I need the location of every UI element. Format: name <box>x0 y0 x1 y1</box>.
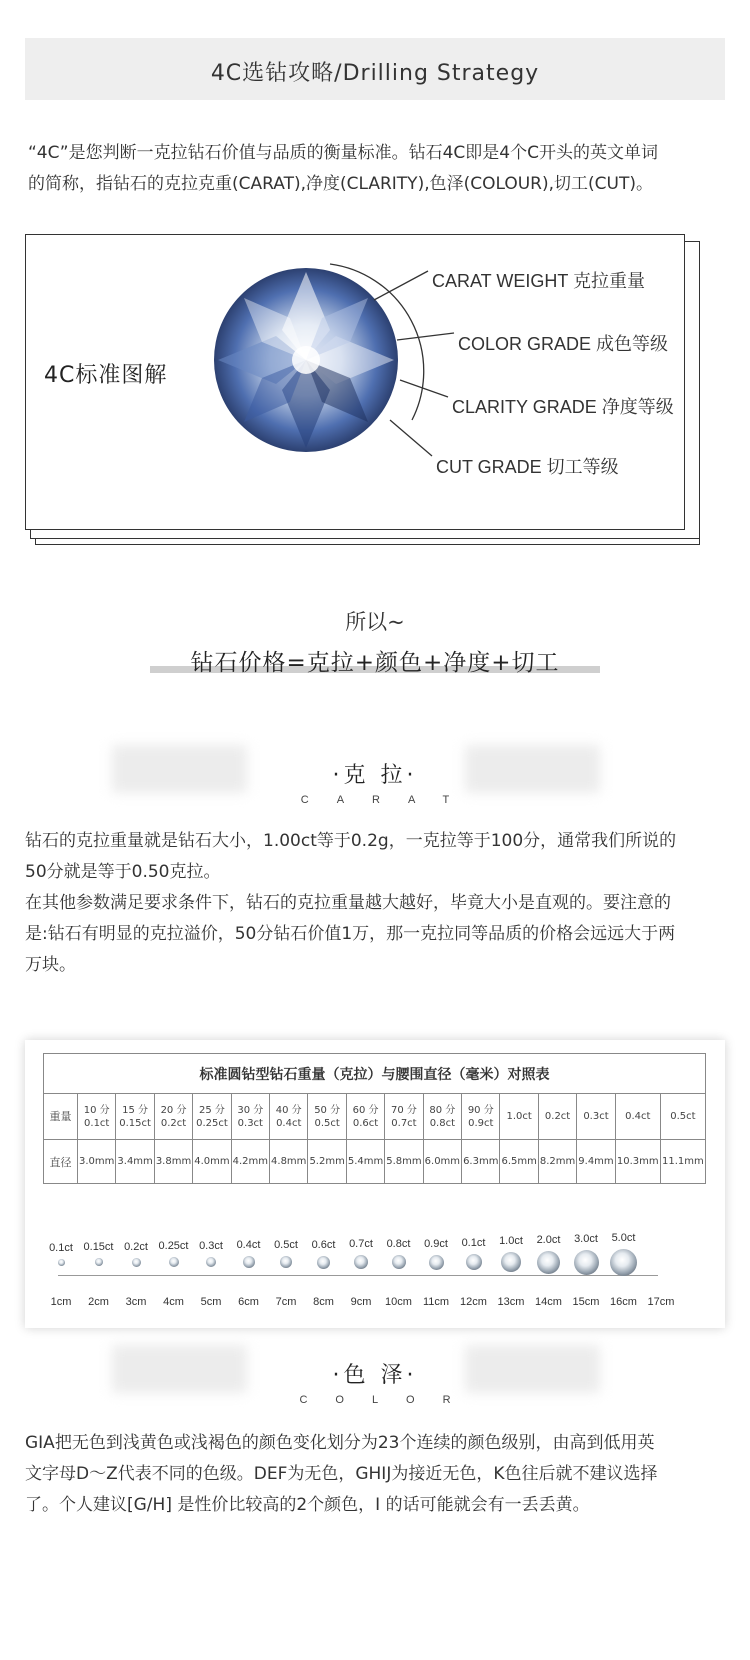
stone-icon <box>317 1256 330 1269</box>
weight-ct: 0.2ct <box>544 1111 571 1122</box>
weight-ct: 0.5ct <box>314 1117 340 1129</box>
diameter-cell: 11.1mm <box>660 1140 705 1184</box>
price-formula: 钻石价格=克拉+颜色+净度+切工 <box>190 650 560 676</box>
weight-cell <box>154 1094 192 1140</box>
row-label-weight: 重量 <box>44 1094 78 1140</box>
stone-label: 0.9ct <box>424 1237 448 1250</box>
stone-icon <box>429 1255 444 1270</box>
weight-cell <box>346 1094 384 1140</box>
weight-ct: 0.3ct <box>237 1117 263 1129</box>
color-line-3: 了。个人建议[G/H] 是性价比较高的2个颜色，I 的话可能就会有一丢丢黄。 <box>25 1495 590 1515</box>
color-line-1: GIA把无色到浅黄色或浅褐色的颜色变化划分为23个连续的颜色级别，由高到低用英 <box>25 1433 655 1453</box>
weight-cell <box>270 1094 308 1140</box>
cm-label: 12cm <box>460 1296 487 1308</box>
color-subtitle: COLOR <box>299 1394 479 1406</box>
cm-label: 16cm <box>610 1296 637 1308</box>
diameter-cell: 8.2mm <box>538 1140 576 1184</box>
diameter-cell: 6.5mm <box>500 1140 538 1184</box>
weight-fen: 90 分 <box>467 1104 494 1116</box>
diameter-cell: 4.0mm <box>193 1140 231 1184</box>
weight-ct: 0.6ct <box>352 1117 379 1129</box>
weight-cell <box>116 1094 154 1140</box>
stone-icon <box>501 1252 521 1272</box>
weight-ct: 0.5ct <box>670 1111 696 1122</box>
carat-subtitle: CARAT <box>300 794 478 806</box>
diameter-cell: 3.0mm <box>78 1140 116 1184</box>
weight-cell <box>500 1094 538 1140</box>
stone-icon <box>243 1256 255 1268</box>
weight-cell <box>308 1094 346 1140</box>
weight-fen: 10 分 <box>83 1104 110 1116</box>
weight-ct: 0.15ct <box>119 1117 151 1129</box>
grade-cut: CUT GRADE 切工等级 <box>436 457 619 477</box>
diameter-cell: 6.3mm <box>462 1140 500 1184</box>
weight-cell <box>231 1094 269 1140</box>
weight-ct: 0.4ct <box>625 1111 651 1122</box>
weight-cell <box>423 1094 461 1140</box>
stone-label: 3.0ct <box>574 1232 598 1245</box>
diameter-cell: 4.2mm <box>231 1140 269 1184</box>
weight-ct: 0.2ct <box>160 1117 187 1129</box>
grade-carat: CARAT WEIGHT 克拉重量 <box>432 271 646 291</box>
diagram-title: 4C标准图解 <box>44 363 168 388</box>
weight-cell <box>193 1094 231 1140</box>
diameter-cell: 6.0mm <box>423 1140 461 1184</box>
diameter-cell: 5.2mm <box>308 1140 346 1184</box>
diamond-icon <box>214 268 398 452</box>
cm-label: 10cm <box>385 1296 412 1308</box>
cm-label: 6cm <box>238 1296 259 1308</box>
carat-title: ·克 拉· <box>332 763 418 788</box>
weight-cell <box>385 1094 423 1140</box>
weight-cell <box>78 1094 116 1140</box>
stone-label: 1.0ct <box>499 1235 523 1247</box>
diameter-cell: 5.4mm <box>346 1140 384 1184</box>
stone-label: 0.8ct <box>386 1238 411 1250</box>
diameter-cell: 9.4mm <box>577 1140 615 1184</box>
weight-fen: 15 分 <box>122 1104 149 1116</box>
weight-ct: 0.4ct <box>276 1117 302 1129</box>
weight-fen: 50 分 <box>314 1104 341 1116</box>
weight-ct: 0.9ct <box>468 1117 494 1129</box>
diameter-cell: 3.8mm <box>154 1140 192 1184</box>
grade-color: COLOR GRADE 成色等级 <box>458 334 669 354</box>
diameter-cell: 10.3mm <box>615 1140 660 1184</box>
cm-label: 5cm <box>200 1296 222 1308</box>
cm-label: 1cm <box>50 1296 72 1308</box>
table-caption: 标准圆钻型钻石重量（克拉）与腰围直径（毫米）对照表 <box>44 1054 706 1094</box>
cm-label: 9cm <box>350 1296 372 1308</box>
cm-label: 3cm <box>125 1296 147 1308</box>
carat-line-5: 万块。 <box>25 955 76 975</box>
cm-label: 4cm <box>163 1296 184 1308</box>
weight-fen: 60 分 <box>352 1104 379 1116</box>
stone-icon <box>574 1250 599 1275</box>
cm-label: 7cm <box>275 1296 297 1308</box>
carat-line-4: 是:钻石有明显的克拉溢价，50分钻石价值1万，那一克拉同等品质的价格会远远大于两 <box>25 924 676 944</box>
stone-icon <box>392 1255 406 1269</box>
diameter-cell: 4.8mm <box>270 1140 308 1184</box>
weight-fen: 25 分 <box>198 1104 225 1116</box>
stone-icon <box>169 1257 179 1267</box>
page-title: 4C选钻攻略/Drilling Strategy <box>210 61 540 86</box>
carat-line-2: 50分就是等于0.50克拉。 <box>25 862 221 882</box>
stone-label: 0.2ct <box>124 1240 148 1253</box>
row-label-diameter: 直径 <box>44 1140 78 1184</box>
diameter-cell: 3.4mm <box>116 1140 154 1184</box>
weight-cell <box>615 1094 660 1140</box>
stone-icon <box>537 1251 560 1274</box>
stone-label: 0.3ct <box>199 1240 223 1252</box>
intro-line-2: 的简称，指钻石的克拉克重(CARAT),净度(CLARITY),色泽(COLOUR),切工(CUT)。 <box>28 174 653 194</box>
cm-label: 14cm <box>535 1296 562 1308</box>
stone-label: 2.0ct <box>536 1233 561 1246</box>
cm-label: 11cm <box>422 1296 450 1308</box>
diameter-cell: 5.8mm <box>385 1140 423 1184</box>
stone-label: 0.6ct <box>311 1238 336 1251</box>
stone-label: 0.7ct <box>349 1238 373 1250</box>
weight-cell <box>462 1094 500 1140</box>
weight-ct: 0.8ct <box>429 1117 456 1129</box>
stone-label: 0.15ct <box>83 1241 114 1253</box>
cm-label: 17cm <box>647 1296 675 1308</box>
stone-icon <box>206 1257 216 1267</box>
stone-icon <box>132 1258 141 1267</box>
weight-ct: 0.1ct <box>84 1117 110 1129</box>
stone-icon <box>610 1249 637 1276</box>
stone-label: 5.0ct <box>611 1231 636 1244</box>
cm-label: 13cm <box>497 1296 525 1308</box>
stone-label: 0.1ct <box>49 1241 73 1254</box>
stone-label: 0.4ct <box>236 1239 261 1251</box>
weight-cell <box>577 1094 615 1140</box>
weight-fen: 20 分 <box>160 1104 187 1116</box>
stone-icon <box>466 1254 482 1270</box>
stone-icon <box>58 1259 65 1266</box>
weight-fen: 30 分 <box>237 1104 264 1116</box>
carat-size-table <box>43 1053 706 1184</box>
stone-icon <box>95 1258 103 1266</box>
carat-line-1: 钻石的克拉重量就是钻石大小，1.00ct等于0.2g，一克拉等于100分，通常我们所说的 <box>25 831 677 851</box>
stone-label: 0.5ct <box>274 1239 298 1251</box>
stone-label: 0.1ct <box>461 1237 486 1249</box>
weight-cell <box>538 1094 576 1140</box>
stone-icon <box>280 1256 292 1268</box>
weight-ct: 1.0ct <box>506 1111 532 1122</box>
weight-ct: 0.25ct <box>196 1117 228 1129</box>
weight-fen: 70 分 <box>391 1104 417 1116</box>
weight-ct: 0.7ct <box>391 1117 417 1129</box>
stone-label: 0.25ct <box>158 1240 189 1252</box>
cm-label: 15cm <box>572 1296 600 1308</box>
cm-label: 2cm <box>88 1296 109 1308</box>
scale-ruler <box>58 1275 658 1276</box>
color-title: ·色 泽· <box>332 1363 418 1388</box>
summary-so: 所以~ <box>345 610 405 634</box>
stone-icon <box>354 1255 368 1269</box>
color-line-2: 文字母D～Z代表不同的色级。DEF为无色，GHIJ为接近无色，K色往后就不建议选择 <box>25 1464 658 1484</box>
cm-label: 8cm <box>313 1296 334 1308</box>
carat-line-3: 在其他参数满足要求条件下，钻石的克拉重量越大越好，毕竟大小是直观的。要注意的 <box>25 893 671 913</box>
weight-fen: 80 分 <box>429 1104 456 1116</box>
intro-line-1: “4C”是您判断一克拉钻石价值与品质的衡量标准。钻石4C即是4个C开头的英文单词 <box>28 143 658 163</box>
weight-cell <box>660 1094 705 1140</box>
grade-clarity: CLARITY GRADE 净度等级 <box>452 397 674 417</box>
weight-fen: 40 分 <box>275 1104 302 1116</box>
weight-ct: 0.3ct <box>583 1111 609 1122</box>
